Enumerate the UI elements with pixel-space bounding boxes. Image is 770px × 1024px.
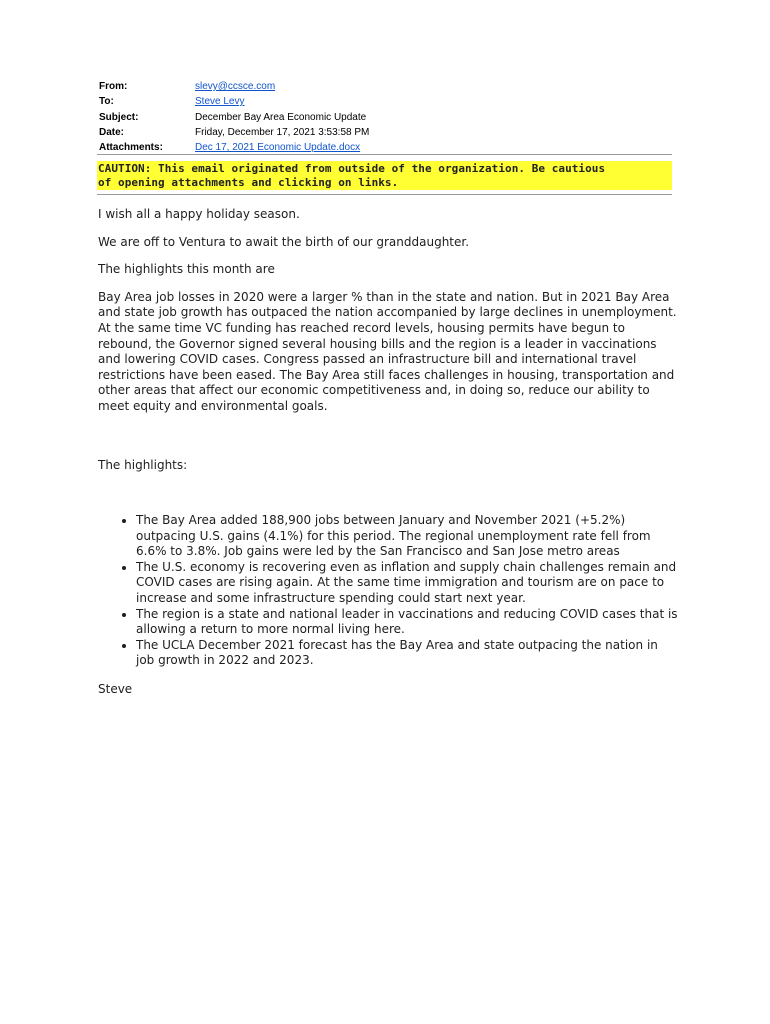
list-item: • The region is a state and national leader in vaccinations and reducing COVID cases that is allowing a return to more normal living here. xyxy=(136,607,678,638)
to-recipient-link[interactable]: Steve Levy xyxy=(195,96,245,108)
list-item: • The U.S. economy is recovering even as inflation and supply chain challenges remain and COVID cases are rising again. At the same time immigration and tourism are on pace to increase and some infrastructure spending could start next year. xyxy=(136,560,678,607)
to-row xyxy=(99,94,659,109)
signoff-block xyxy=(98,682,678,698)
body-paragraph: Bay Area job losses in 2020 were a larger % than in the state and nation. But in 2021 Bay Area and state job growth has outpaced the nation accompanied by large declines in unemployment. At the same time VC funding has reached record levels, housing permits have begun to rebound, the Governor signed several housing bills and the region is a leader in vaccinations and lowering COVID cases. Congress passed an infrastructure bill and international travel restrictions have been eased. The Bay Area still faces challenges in housing, transportation and other areas that affect our economic competitiveness and, in doing so, reduce our ability to meet equity and environmental goals. xyxy=(98,289,677,413)
caution-divider xyxy=(97,194,672,195)
subject-row xyxy=(99,110,659,125)
greeting: I wish all a happy holiday season. xyxy=(98,207,300,221)
subject-label: Subject: xyxy=(99,111,139,123)
signoff: Steve xyxy=(98,682,133,696)
highlights-heading: The highlights: xyxy=(98,457,188,472)
caution-line-2: of opening attachments and clicking on links. xyxy=(98,175,399,189)
from-row xyxy=(99,79,659,94)
from-label: From: xyxy=(99,81,128,92)
body-line-highlights-intro: The highlights this month are xyxy=(98,262,275,277)
caution-line-1: CAUTION: This email originated from outside of the organization. Be cautious xyxy=(98,162,606,175)
header-divider xyxy=(97,154,672,155)
attachment-link[interactable]: Dec 17, 2021 Economic Update.docx xyxy=(195,142,361,154)
caution-banner xyxy=(97,161,672,190)
attachments-label: Attachments: xyxy=(99,142,163,154)
date-value: Friday, December 17, 2021 3:53:58 PM xyxy=(195,126,370,138)
highlights-list xyxy=(98,513,678,669)
from-email-link[interactable]: slevy@ccsce.com xyxy=(195,81,276,92)
email-body xyxy=(98,207,678,473)
list-item: • The UCLA December 2021 forecast has the Bay Area and state outpacing the nation in job growth in 2022 and 2023. xyxy=(136,638,678,669)
subject-value: December Bay Area Economic Update xyxy=(195,111,367,123)
email-header xyxy=(99,79,659,155)
date-label: Date: xyxy=(99,126,125,138)
to-label: To: xyxy=(99,96,114,108)
list-item: • The Bay Area added 188,900 jobs between January and November 2021 (+5.2%) outpacing U.S. gains (4.1%) for this period. The regional unemployment rate fell from 6.6% to 3.8%. Job gains were led by the San Francisco and San Jose metro areas xyxy=(136,513,678,560)
body-line-ventura: We are off to Ventura to await the birth of our granddaughter. xyxy=(98,234,470,249)
date-row xyxy=(99,125,659,140)
